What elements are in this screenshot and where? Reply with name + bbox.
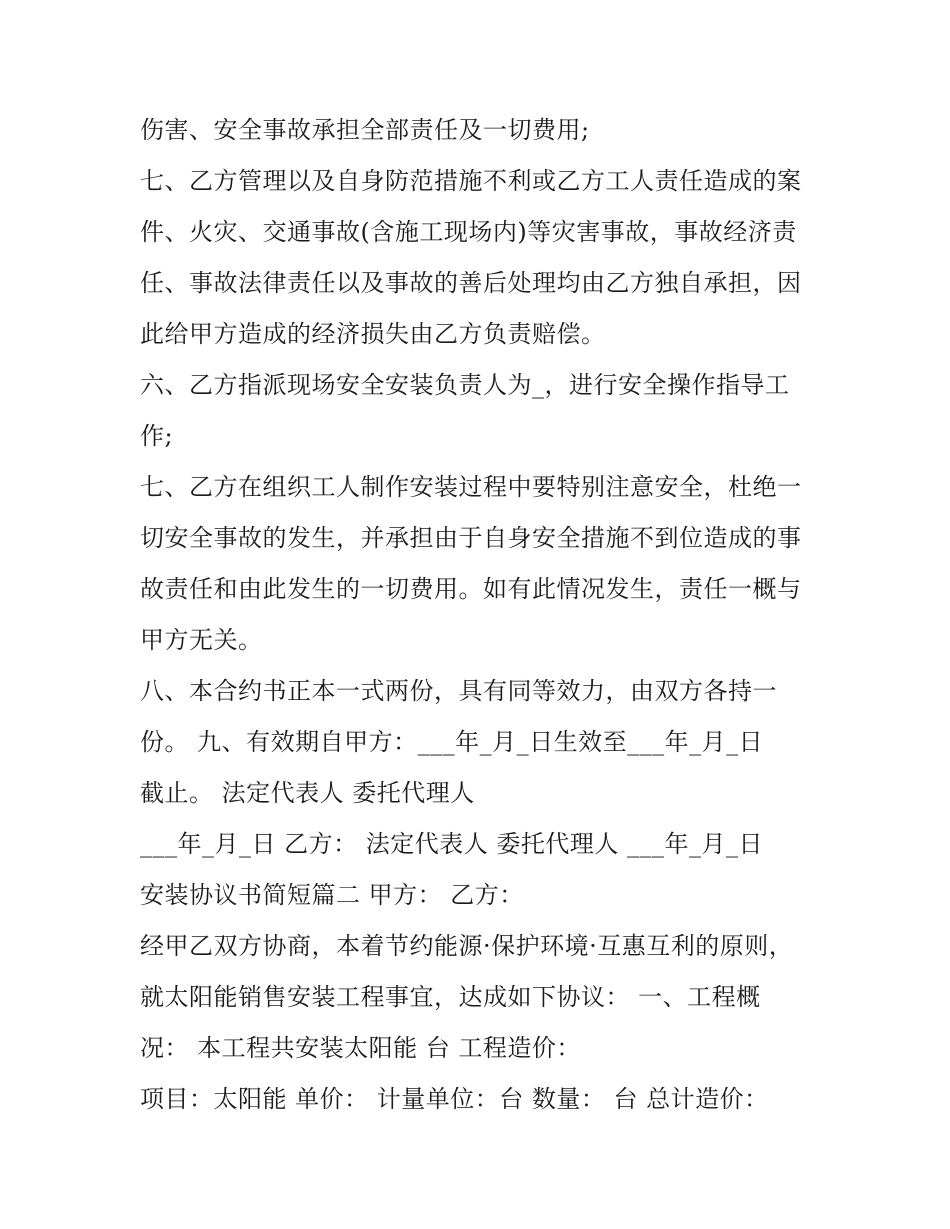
text-line: 经甲乙双方协商，本着节约能源·保护环境·互惠互利的原则，: [140, 932, 794, 960]
text-line: 作;: [140, 422, 174, 450]
text-line: 故责任和由此发生的一切费用。如有此情况发生，责任一概与: [140, 575, 802, 603]
text-line: 此给甲方造成的经济损失由乙方负责赔偿。: [140, 320, 606, 348]
text-line: 况： 本工程共安装太阳能 台 工程造价：: [140, 1034, 581, 1062]
text-line: 安装协议书简短篇二 甲方： 乙方：: [140, 881, 524, 909]
text-line: 七、乙方在组织工人制作安装过程中要特别注意安全，杜绝一: [140, 473, 802, 501]
text-line: 项目：太阳能 单价： 计量单位：台 数量： 台 总计造价：: [140, 1085, 769, 1113]
text-line: 任、事故法律责任以及事故的善后处理均由乙方独自承担，因: [140, 269, 802, 297]
document-body: [140, 108, 830, 1128]
text-line: 七、乙方管理以及自身防范措施不利或乙方工人责任造成的案: [140, 167, 802, 195]
text-line: 就太阳能销售安装工程事宜，达成如下协议： 一、工程概: [140, 983, 761, 1011]
text-line: 件、火灾、交通事故(含施工现场内)等灾害事故，事故经济责: [140, 218, 797, 246]
text-line: ___年_月_日 乙方： 法定代表人 委托代理人 ___年_月_日: [140, 830, 764, 858]
text-line: 甲方无关。: [140, 626, 263, 654]
text-line: 八、本合约书正本一式两份，具有同等效力，由双方各持一: [140, 677, 777, 705]
text-line: 六、乙方指派现场安全安装负责人为_，进行安全操作指导工: [140, 371, 790, 399]
text-line: 份。 九、有效期自甲方：___年_月_日生效至___年_月_日: [140, 728, 764, 756]
text-line: 伤害、安全事故承担全部责任及一切费用;: [140, 116, 590, 144]
text-line: 截止。 法定代表人 委托代理人: [140, 779, 475, 807]
text-line: 切安全事故的发生，并承担由于自身安全措施不到位造成的事: [140, 524, 802, 552]
